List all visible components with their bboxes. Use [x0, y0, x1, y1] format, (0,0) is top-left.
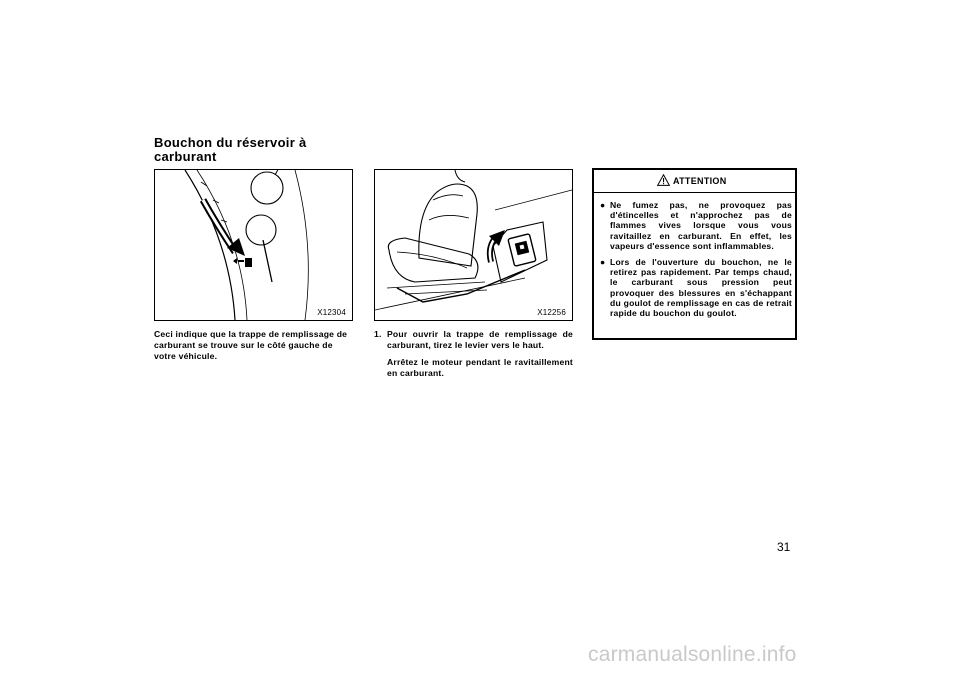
warning-item-text: Ne fumez pas, ne provoquez pas d'étincelles et n'approchez pas de flammes vives lorsque vous vous ravitaillez en carburant. En effet, les vapeurs d'essence sont inflammables. [610, 200, 792, 251]
figure-fuel-lever [374, 169, 573, 321]
warning-item [600, 200, 791, 252]
step-text: Pour ouvrir la trappe de remplissage de carburant, tirez le levier vers le haut. [387, 329, 573, 350]
arrow-icon [489, 230, 505, 262]
figure-fuel-gauge [154, 169, 353, 321]
bullet-icon: ● [600, 257, 606, 267]
bullet-icon: ● [600, 200, 606, 210]
warning-item-text: Lors de l'ouverture du bouchon, ne le retirez pas rapidement. Par temps chaud, le carburant sous pression peut provoquer des blessures en s'échappant du goulot de remplissage en cas de retrait rapide du bouchon du goulot. [610, 257, 792, 319]
step-number: 1. [374, 329, 382, 339]
step-note: Arrêtez le moteur pendant le ravitaillement en carburant. [387, 357, 573, 378]
section-title: Bouchon du réservoir à carburant [154, 135, 307, 164]
fuel-gauge-illustration [155, 170, 352, 320]
step-1 [374, 329, 573, 353]
fuel-pump-icon [233, 258, 252, 267]
warning-item [600, 257, 791, 333]
warning-title: ATTENTION [673, 176, 727, 186]
figure-code: X12256 [537, 308, 566, 317]
figure-caption: Ceci indique que la trappe de remplissage de carburant se trouve sur le côté gauche de votre véhicule. [154, 329, 348, 361]
figure-code: X12304 [317, 308, 346, 317]
warning-header [594, 170, 795, 193]
page-number: 31 [777, 540, 791, 554]
fuel-lever-illustration [375, 170, 572, 320]
arrow-icon [203, 200, 245, 256]
watermark: carmanualsonline.info [588, 643, 797, 666]
warning-triangle-icon [657, 174, 670, 186]
warning-box [592, 168, 797, 340]
